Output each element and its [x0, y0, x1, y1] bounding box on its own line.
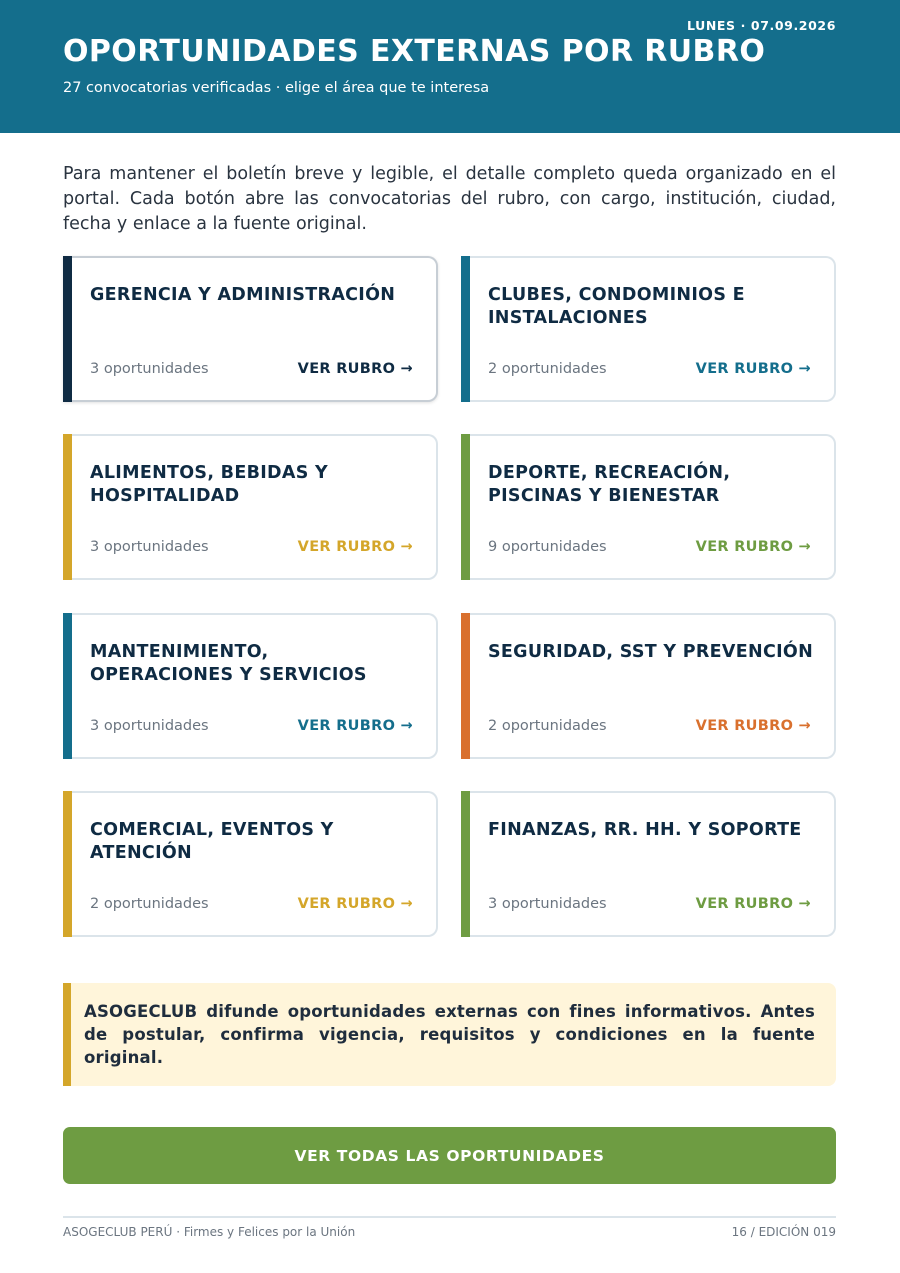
category-card-mantenimiento[interactable] [63, 613, 438, 759]
view-all-opportunities-button[interactable]: VER TODAS LAS OPORTUNIDADES [63, 1127, 836, 1184]
view-category-link[interactable]: VER RUBRO → [695, 361, 811, 377]
card-accent-bar [461, 613, 470, 759]
intro-paragraph: Para mantener el boletín breve y legible, el detalle completo queda organizado en el portal. Cada botón abre las convocatorias del rubro, con cargo, institución, ciudad, fecha y enlace a la fuente original. [63, 164, 836, 234]
opportunity-count: 2 oportunidades [488, 718, 607, 734]
category-card-seguridad[interactable] [461, 613, 836, 759]
view-category-link[interactable]: VER RUBRO → [695, 896, 811, 912]
card-accent-bar [63, 434, 72, 580]
disclaimer-text: ASOGECLUB difunde oportunidades externas con fines informativos. Antes de postular, confirma vigencia, requisitos y condiciones en la fuente original. [84, 1002, 815, 1067]
footer-brand: ASOGECLUB PERÚ · Firmes y Felices por la Unión [63, 1225, 356, 1239]
header-banner [0, 0, 900, 133]
opportunity-count: 3 oportunidades [90, 539, 209, 555]
issue-date: LUNES · 07.09.2026 [686, 18, 836, 33]
category-card-comercial[interactable] [63, 791, 438, 937]
view-category-link[interactable]: VER RUBRO → [297, 718, 413, 734]
card-accent-bar [461, 434, 470, 580]
card-accent-bar [63, 256, 72, 402]
view-category-link[interactable]: VER RUBRO → [297, 361, 413, 377]
card-accent-bar [461, 791, 470, 937]
category-card-gerencia[interactable] [63, 256, 438, 402]
footer-page-number: 16 / EDICIÓN 019 [731, 1225, 836, 1239]
category-card-alimentos[interactable] [63, 434, 438, 580]
category-title: CLUBES, CONDOMINIOS E INSTALACIONES [488, 285, 745, 328]
category-title: FINANZAS, RR. HH. Y SOPORTE [488, 820, 802, 840]
category-card-clubes[interactable] [461, 256, 836, 402]
card-accent-bar [63, 791, 72, 937]
card-accent-bar [461, 256, 470, 402]
notice-accent-bar [63, 983, 71, 1086]
opportunity-count: 3 oportunidades [488, 896, 607, 912]
category-title: GERENCIA Y ADMINISTRACIÓN [90, 285, 396, 305]
view-category-link[interactable]: VER RUBRO → [297, 539, 413, 555]
footer-divider [63, 1216, 836, 1218]
disclaimer-notice [63, 983, 836, 1086]
opportunity-count: 2 oportunidades [488, 361, 607, 377]
page-subtitle: 27 convocatorias verificadas · elige el área que te interesa [63, 80, 490, 96]
view-category-link[interactable]: VER RUBRO → [695, 718, 811, 734]
category-title: MANTENIMIENTO, OPERACIONES Y SERVICIOS [90, 642, 367, 685]
opportunity-count: 3 oportunidades [90, 718, 209, 734]
page-title: OPORTUNIDADES EXTERNAS POR RUBRO [63, 34, 766, 69]
category-title: SEGURIDAD, SST Y PREVENCIÓN [488, 642, 814, 662]
opportunity-count: 2 oportunidades [90, 896, 209, 912]
view-category-link[interactable]: VER RUBRO → [297, 896, 413, 912]
view-category-link[interactable]: VER RUBRO → [695, 539, 811, 555]
category-title: ALIMENTOS, BEBIDAS Y HOSPITALIDAD [90, 463, 328, 506]
category-title: COMERCIAL, EVENTOS Y ATENCIÓN [90, 820, 334, 863]
card-accent-bar [63, 613, 72, 759]
opportunity-count: 3 oportunidades [90, 361, 209, 377]
opportunity-count: 9 oportunidades [488, 539, 607, 555]
category-title: DEPORTE, RECREACIÓN, PISCINAS Y BIENESTAR [488, 463, 731, 506]
category-card-finanzas[interactable] [461, 791, 836, 937]
category-card-deporte[interactable] [461, 434, 836, 580]
